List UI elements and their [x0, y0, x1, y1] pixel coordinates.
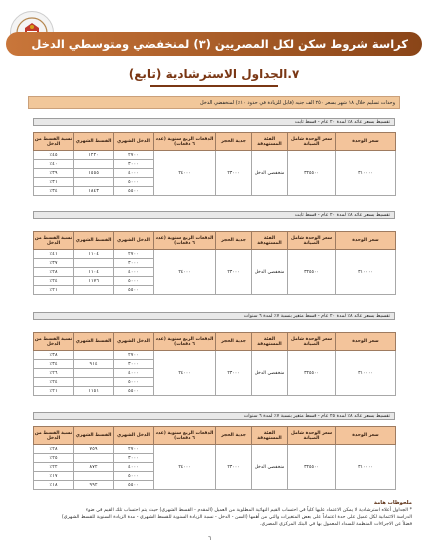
col-category: الفئة المستهدفة: [252, 333, 288, 351]
col-booking: جدية الحجز: [216, 333, 252, 351]
installment-cell: [74, 160, 114, 169]
ratio-cell: ٣٤٪: [34, 187, 74, 196]
income-cell: ٢٧٠٠: [114, 151, 154, 160]
installment-cell: ١١٥١: [74, 387, 114, 396]
table-row: [34, 351, 396, 360]
ratio-cell: ٣٤٪: [34, 360, 74, 369]
income-cell: ٥٥٠٠: [114, 387, 154, 396]
income-cell: ٤٠٠٠: [114, 268, 154, 277]
col-total-price: سعر الوحدة شامل الصيانة: [288, 427, 336, 445]
col-unit-price: سعر الوحدة: [336, 133, 396, 151]
installment-cell: [74, 472, 114, 481]
income-cell: ٤٠٠٠: [114, 369, 154, 378]
col-booking: جدية الحجز: [216, 133, 252, 151]
col-unit-price: سعر الوحدة: [336, 333, 396, 351]
income-cell: ٥٠٠٠: [114, 378, 154, 387]
installment-cell: ١١٠٤: [74, 268, 114, 277]
col-installment: القسط الشهري: [74, 427, 114, 445]
ratio-cell: ٢٤٪: [34, 277, 74, 286]
ratio-cell: ١٧٪: [34, 472, 74, 481]
ratio-cell: ٢٦٪: [34, 369, 74, 378]
col-total-price: سعر الوحدة شامل الصيانة: [288, 333, 336, 351]
income-cell: ٤٠٠٠: [114, 463, 154, 472]
installment-cell: [74, 351, 114, 360]
income-cell: ٣٠٠٠: [114, 360, 154, 369]
income-cell: ٢٧٠٠: [114, 250, 154, 259]
installment-cell: [74, 369, 114, 378]
ratio-cell: ٢٤٪: [34, 378, 74, 387]
total-price-cell: ٣٢٥٥٠٠: [288, 445, 336, 490]
quarterly-cell: ٢٤٠٠٠: [154, 250, 216, 295]
ratio-cell: ٣١٪: [34, 178, 74, 187]
plan-block: [33, 118, 395, 203]
installment-cell: [74, 259, 114, 268]
installment-cell: [74, 454, 114, 463]
ratio-cell: ٢٥٪: [34, 454, 74, 463]
col-booking: جدية الحجز: [216, 427, 252, 445]
col-quarterly: الدفعات الربع سنوية (عدد ٦ دفعات): [154, 427, 216, 445]
category-cell: منخفضي الدخل: [252, 351, 288, 396]
heading-underline: [150, 85, 278, 87]
income-cell: ٣٠٠٠: [114, 259, 154, 268]
plan-block: [33, 211, 395, 303]
income-cell: ٥٥٠٠: [114, 187, 154, 196]
ratio-cell: ٣٨٪: [34, 351, 74, 360]
booking-cell: ٢٣٠٠٠: [216, 250, 252, 295]
income-cell: ٤٠٠٠: [114, 169, 154, 178]
col-income: الدخل الشهري: [114, 333, 154, 351]
plan-title: تقسيط بسعر عائد ٨٪ لمدة ٢٠ عام - قسط ثابت: [33, 211, 395, 219]
col-ratio: نسبة القسط من الدخل: [34, 427, 74, 445]
notes-section: [20, 500, 412, 528]
installment-cell: ١٥٥٥: [74, 169, 114, 178]
col-installment: القسط الشهري: [74, 133, 114, 151]
ratio-cell: ٢١٪: [34, 387, 74, 396]
installment-cell: ١٢٢٠: [74, 151, 114, 160]
income-cell: ٥٥٠٠: [114, 481, 154, 490]
unit-price-cell: ٣١٠٠٠٠: [336, 250, 396, 295]
category-cell: منخفضي الدخل: [252, 250, 288, 295]
plan-block: [33, 312, 395, 404]
ratio-cell: ٢٨٪: [34, 268, 74, 277]
total-price-cell: ٣٢٥٥٠٠: [288, 250, 336, 295]
col-income: الدخل الشهري: [114, 133, 154, 151]
col-unit-price: سعر الوحدة: [336, 427, 396, 445]
notes-line: فضلاً عن الاجراءات المنظمة للسداد المعمول بها في البنك المركزي المصري.: [259, 522, 412, 527]
category-cell: منخفضي الدخل: [252, 151, 288, 196]
installment-cell: ١٨٤٣: [74, 187, 114, 196]
table-row: [34, 151, 396, 160]
installment-table: [33, 231, 396, 295]
ratio-cell: ٢٢٪: [34, 463, 74, 472]
col-installment: القسط الشهري: [74, 232, 114, 250]
booking-cell: ٢٣٠٠٠: [216, 445, 252, 490]
col-total-price: سعر الوحدة شامل الصيانة: [288, 133, 336, 151]
col-category: الفئة المستهدفة: [252, 427, 288, 445]
col-booking: جدية الحجز: [216, 232, 252, 250]
unit-price-cell: ٣١٠٠٠٠: [336, 151, 396, 196]
col-category: الفئة المستهدفة: [252, 133, 288, 151]
total-price-cell: ٣٢٥٥٠٠: [288, 151, 336, 196]
installment-cell: [74, 286, 114, 295]
quarterly-cell: ٢٤٠٠٠: [154, 351, 216, 396]
col-quarterly: الدفعات الربع سنوية (عدد ٦ دفعات): [154, 232, 216, 250]
unit-price-cell: ٣١٠٠٠٠: [336, 351, 396, 396]
col-installment: القسط الشهري: [74, 333, 114, 351]
col-ratio: نسبة القسط من الدخل: [34, 333, 74, 351]
ratio-cell: ٤٥٪: [34, 151, 74, 160]
notes-line: الدراسة الائتمانية لكل عميل على حدة اعتماداً على بعض المتغيرات والتي من أهمها (السن - الدخل - نسبة الزيادة السنوية للقسط الشهري - مدة الزيادة السنوية للقسط الشهري): [61, 515, 412, 520]
notes-title: ملحوظات هامة: [373, 500, 412, 506]
income-cell: ٣٠٠٠: [114, 454, 154, 463]
page-number: ٦: [208, 535, 212, 542]
plan-title: تقسيط بسعر عائد ٨٪ لمدة ٢٠ عام - قسط متغير بنسبة ٧٪ لمدة ٦ سنوات: [33, 312, 395, 320]
ratio-cell: ١٨٪: [34, 481, 74, 490]
col-total-price: سعر الوحدة شامل الصيانة: [288, 232, 336, 250]
unit-price-cell: ٣١٠٠٠٠: [336, 445, 396, 490]
income-cell: ٥٠٠٠: [114, 178, 154, 187]
category-cell: منخفضي الدخل: [252, 445, 288, 490]
ratio-cell: ٢١٪: [34, 286, 74, 295]
plan-title: تقسيط بسعر عائد ٨٪ لمدة ٢٠ عام - قسط ثابت: [33, 118, 395, 126]
installment-cell: ١١٧٦: [74, 277, 114, 286]
booking-cell: ٢٣٠٠٠: [216, 351, 252, 396]
income-cell: ٥٠٠٠: [114, 277, 154, 286]
installment-table: [33, 426, 396, 490]
notes-line: * الجداول أعلاه استرشادية لا يمكن الاعتماد عليها كلياً في احتساب القيم النهائية المطلوبة من العميل (المقدم - القسط الشهري) حيث يتم احتساب تلك القيم في ضوء: [85, 508, 412, 513]
col-category: الفئة المستهدفة: [252, 232, 288, 250]
ratio-cell: ٣٧٪: [34, 259, 74, 268]
installment-cell: ٩١٤: [74, 360, 114, 369]
ratio-cell: ٣٩٪: [34, 169, 74, 178]
ratio-cell: ٤١٪: [34, 250, 74, 259]
income-cell: ٥٥٠٠: [114, 286, 154, 295]
income-cell: ٣٠٠٠: [114, 160, 154, 169]
plan-title: تقسيط بسعر عائد ٨٪ لمدة ٢٥ عام - قسط متغير بنسبة ٧٪ لمدة ٦ سنوات: [33, 412, 395, 420]
unit-note: وحدات تسليم خلال ١٨ شهر بسعر ٢٥٠ الف جنيه (قابل للزيادة في حدود ١٠٪) لمنخفضي الدخل: [28, 96, 400, 109]
booking-cell: ٢٣٠٠٠: [216, 151, 252, 196]
total-price-cell: ٣٢٥٥٠٠: [288, 351, 336, 396]
col-income: الدخل الشهري: [114, 232, 154, 250]
col-ratio: نسبة القسط من الدخل: [34, 133, 74, 151]
table-row: [34, 445, 396, 454]
col-quarterly: الدفعات الربع سنوية (عدد ٦ دفعات): [154, 333, 216, 351]
installment-table: [33, 332, 396, 396]
ratio-cell: ٤٠٪: [34, 160, 74, 169]
income-cell: ٥٠٠٠: [114, 472, 154, 481]
installment-cell: ٩٩٢: [74, 481, 114, 490]
col-ratio: نسبة القسط من الدخل: [34, 232, 74, 250]
col-unit-price: سعر الوحدة: [336, 232, 396, 250]
installment-cell: [74, 178, 114, 187]
installment-table: [33, 132, 396, 196]
col-income: الدخل الشهري: [114, 427, 154, 445]
plan-block: [33, 412, 395, 498]
col-quarterly: الدفعات الربع سنوية (عدد ٦ دفعات): [154, 133, 216, 151]
installment-cell: ١١٠٤: [74, 250, 114, 259]
ratio-cell: ٢٨٪: [34, 445, 74, 454]
installment-cell: ٨٧٢: [74, 463, 114, 472]
quarterly-cell: ٢٤٠٠٠: [154, 151, 216, 196]
quarterly-cell: ٢٤٠٠٠: [154, 445, 216, 490]
section-heading: ٧.الجداول الاسترشادية (تابع): [128, 67, 300, 81]
income-cell: ٢٧٠٠: [114, 445, 154, 454]
installment-cell: [74, 378, 114, 387]
installment-cell: ٧٥٩: [74, 445, 114, 454]
table-row: [34, 250, 396, 259]
document-title-banner: كراسة شروط سكن لكل المصريين (٣) لمنخفضي ومتوسطي الدخل: [6, 32, 422, 56]
income-cell: ٢٧٠٠: [114, 351, 154, 360]
